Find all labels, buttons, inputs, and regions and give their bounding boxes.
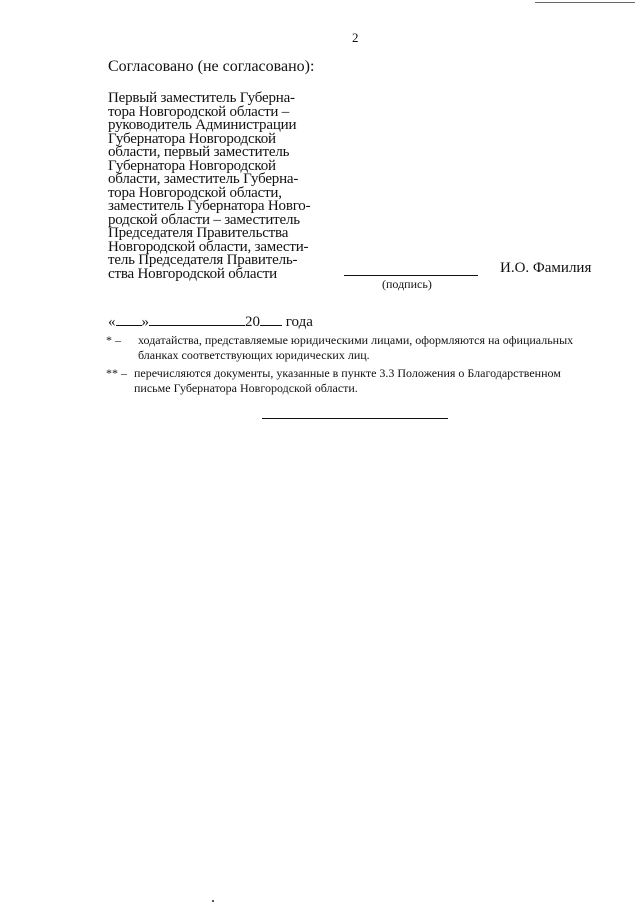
official-title-line: области, заместитель Губерна-	[108, 171, 299, 187]
scan-edge-line	[535, 2, 635, 3]
official-title-line: Первый заместитель Губерна-	[108, 90, 295, 106]
official-title-line: Председателя Правительства	[108, 225, 289, 241]
date-year-blank	[260, 312, 282, 326]
official-title-line: тора Новгородской области,	[108, 184, 282, 201]
signer-name: И.О. Фамилия	[500, 260, 592, 276]
official-title-block	[108, 92, 318, 281]
official-title-line: заместитель Губернатора Новго-	[108, 198, 311, 214]
footnote-text-line: письме Губернатора Новгородской области.	[134, 381, 358, 395]
signature-line	[344, 275, 478, 276]
agreement-heading: Согласовано (не согласовано):	[108, 58, 315, 75]
date-open-quote: «	[108, 314, 116, 330]
official-title-line: Губернатора Новгородской	[108, 130, 276, 147]
scan-speck	[212, 900, 214, 902]
official-title-line: ства Новгородской области	[108, 265, 278, 282]
official-title-line: родской области – заместитель	[108, 211, 300, 228]
official-title-line: Губернатора Новгородской	[108, 157, 276, 174]
date-close-quote: »	[141, 314, 149, 330]
end-of-document-rule	[262, 418, 448, 419]
official-title-line: руководитель Администрации	[108, 117, 297, 133]
date-line	[108, 312, 313, 331]
footnote-text-line: перечисляются документы, указанные в пункте 3.3 Положения о Благодарственном	[134, 366, 561, 380]
date-month-blank	[149, 312, 245, 326]
footnote-text-line: ходатайства, представляемые юридическими лицами, оформляются на официальных	[138, 333, 574, 347]
page-number: 2	[352, 30, 359, 45]
date-century: 20	[245, 314, 260, 330]
date-year-word: года	[285, 314, 313, 330]
official-title-line: тель Председателя Правитель-	[108, 252, 298, 268]
footnote-text-line: бланках соответствующих юридических лиц.	[138, 348, 370, 362]
footnote-marker: ** –	[106, 366, 127, 380]
official-title-line: Новгородской области, замести-	[108, 238, 309, 255]
official-title-line: области, первый заместитель	[108, 144, 290, 160]
footnote-marker: * –	[106, 333, 121, 347]
official-title-line: тора Новгородской области –	[108, 103, 290, 120]
signature-caption: (подпись)	[382, 277, 432, 291]
date-day-blank	[116, 312, 142, 326]
